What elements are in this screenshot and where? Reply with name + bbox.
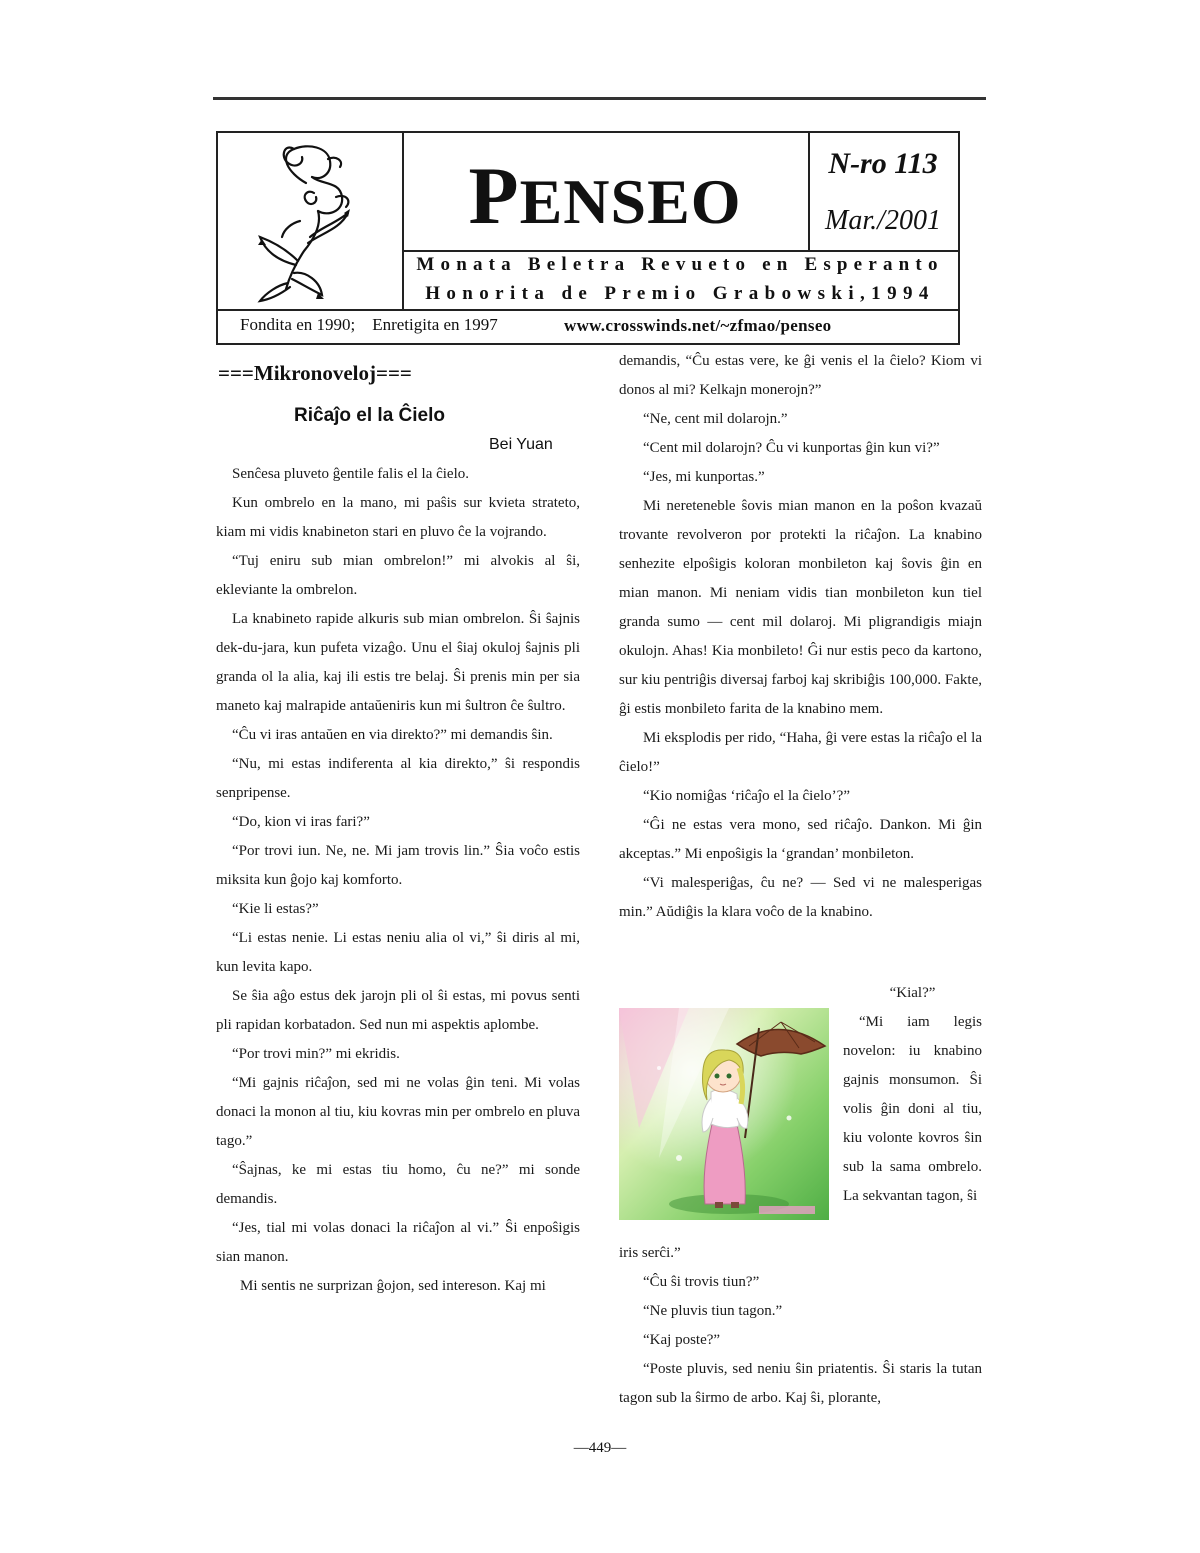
- story-author: Bei Yuan: [489, 436, 553, 453]
- paragraph: “Ĉu vi iras antaŭen en via direkto?” mi demandis ŝin.: [232, 727, 553, 743]
- paragraph: demandis, “Ĉu estas vere, ke ĝi venis el la ĉielo? Kiom vi donos al mi? Kelkajn monerojn?”: [619, 353, 982, 398]
- paragraph: “Kie li estas?”: [232, 901, 319, 917]
- paragraph: Mi sentis ne surprizan ĝojon, sed intereson. Kaj mi: [240, 1278, 546, 1294]
- issue-box: [808, 133, 958, 252]
- subtitle-box: [402, 250, 958, 309]
- paragraph: “Kaj poste?”: [643, 1332, 721, 1348]
- paragraph: Senĉesa pluveto ĝentile falis el la ĉielo.: [232, 466, 469, 482]
- masthead: [216, 131, 960, 345]
- paragraph: “Cent mil dolarojn? Ĉu vi kunportas ĝin kun vi?”: [643, 440, 940, 456]
- top-rule: [213, 97, 986, 100]
- paragraph: Kun ombrelo en la mano, mi paŝis sur kvieta strateto, kiam mi vidis knabineton stari en pluvo ĉe la vojrando.: [216, 495, 580, 540]
- paragraph: “Ĉu ŝi trovis tiun?”: [643, 1274, 760, 1290]
- paragraph: “Poste pluvis, sed neniu ŝin priatentis. Ŝi staris la tutan tagon sub la ŝirmo de arbo. Kaj ŝi, plorante,: [619, 1361, 982, 1406]
- paragraph: “Kial?”: [889, 985, 936, 1001]
- issue-number: N-ro 113: [828, 147, 938, 180]
- paragraph: “Tuj eniru sub mian ombrelon!” mi alvokis al ŝi, ekleviante la ombrelon.: [216, 553, 580, 598]
- subtitle-line-2: Honorita de Premio Grabowski,1994: [425, 283, 935, 304]
- paragraph: “Jes, mi kunportas.”: [643, 469, 765, 485]
- story-title: Riĉaĵo el la Ĉielo: [294, 405, 445, 426]
- paragraph: Mi nereteneble ŝovis mian manon en la poŝon kvazaŭ trovante revolveron por protekti la riĉaĵon. La knabino senhezite elpoŝigis koloran monbileton kaj ŝovis ĝin en mian manon. Mi neniam vidis tian monbileton kun tiel granda sumo — cent mil dolaroj. Mi pligrandigis miajn okulojn. Ahas! Kia monbileto! Ĝi nur estis peco da kartono, sur kiu pentriĝis diversaj farboj kaj skribiĝis 100,000. Fakte, ĝi estis monbileto farita de la knabino mem.: [619, 498, 982, 717]
- paragraph: “Ĝi ne estas vera mono, sed riĉaĵo. Dankon. Mi ĝin akceptas.” Mi enpoŝigis la ‘grandan’ monbileton.: [619, 817, 982, 862]
- paragraph: La knabineto rapide alkuris sub mian ombrelon. Ŝi ŝajnis dek-du-jara, kun pufeta vizaĝo. Unu el ŝiaj okuloj ŝajnis pli granda ol la alia, kaj ili estis tre belaj. Ŝi prenis min per sia maneto kaj malrapide antaŭeniris kun mi ŝultron ĉe ŝultro.: [216, 611, 580, 714]
- masthead-info-bar: [218, 309, 958, 345]
- left-column: [216, 460, 580, 1301]
- paragraph: “Por trovi min?” mi ekridis.: [232, 1046, 400, 1062]
- text-below-image: [619, 1239, 982, 1413]
- wrapped-text-beside-image: [843, 979, 982, 1211]
- flower-logo: [218, 133, 404, 309]
- paragraph: “Kio nomiĝas ‘riĉaĵo el la ĉielo’?”: [643, 788, 850, 804]
- magazine-title: PENSEO: [468, 150, 742, 241]
- title-box: [402, 133, 810, 252]
- paragraph: iris serĉi.”: [619, 1245, 681, 1261]
- paragraph: Se ŝia aĝo estus dek jarojn pli ol ŝi estas, mi povus senti pli rapidan korbatadon. Sed nun mi aspektis aplombe.: [216, 988, 580, 1033]
- paragraph: “Do, kion vi iras fari?”: [232, 814, 370, 830]
- paragraph: “Mi iam legis novelon: iu knabino gajnis monsumon. Ŝi volis ĝin doni al tiu, kiu volonte kovros ŝin sub la sama ombrelo. La sekvantan tagon, ŝi: [843, 1014, 982, 1204]
- paragraph: “Por trovi iun. Ne, ne. Mi jam trovis lin.” Ŝia voĉo estis miksita kun ĝojo kaj komforto.: [216, 843, 580, 888]
- paragraph: “Mi gajnis riĉaĵon, sed mi ne volas ĝin teni. Mi volas donaci la monon al tiu, kiu kovras min per ombrelo en pluva tago.”: [216, 1075, 580, 1149]
- right-column: [619, 347, 982, 927]
- paragraph: “Li estas nenie. Li estas neniu alia ol vi,” ŝi diris al mi, kun levita kapo.: [216, 930, 580, 975]
- page-number: —449—: [573, 1440, 627, 1456]
- paragraph: “Jes, tial mi volas donaci la riĉaĵon al vi.” Ŝi enpoŝigis sian manon.: [216, 1220, 580, 1265]
- subtitle-line-1: Monata Beletra Revueto en Esperanto: [416, 254, 944, 275]
- paragraph: “Nu, mi estas indiferenta al kia direkto,” ŝi respondis senpripense.: [216, 756, 580, 801]
- founded-text: Fondita en 1990; Enretigita en 1997: [240, 315, 498, 334]
- paragraph: Mi eksplodis per rido, “Haha, ĝi vere estas la riĉaĵo el la ĉielo!”: [619, 730, 982, 775]
- section-heading: ===Mikronoveloj===: [218, 361, 412, 385]
- website-url[interactable]: www.crosswinds.net/~zfmao/penseo: [564, 316, 832, 335]
- issue-date: Mar./2001: [825, 205, 941, 236]
- umbrella-girl-illustration: [619, 1008, 829, 1220]
- paragraph: “Vi malesperiĝas, ĉu ne? — Sed vi ne malesperigas min.” Aŭdiĝis la klara voĉo de la knabino.: [619, 875, 982, 920]
- illustration-image: [619, 1008, 829, 1220]
- flower-icon: [218, 133, 402, 309]
- paragraph: “Ne pluvis tiun tagon.”: [643, 1303, 783, 1319]
- paragraph: “Ne, cent mil dolarojn.”: [643, 411, 788, 427]
- paragraph: “Ŝajnas, ke mi estas tiu homo, ĉu ne?” mi sonde demandis.: [216, 1162, 580, 1207]
